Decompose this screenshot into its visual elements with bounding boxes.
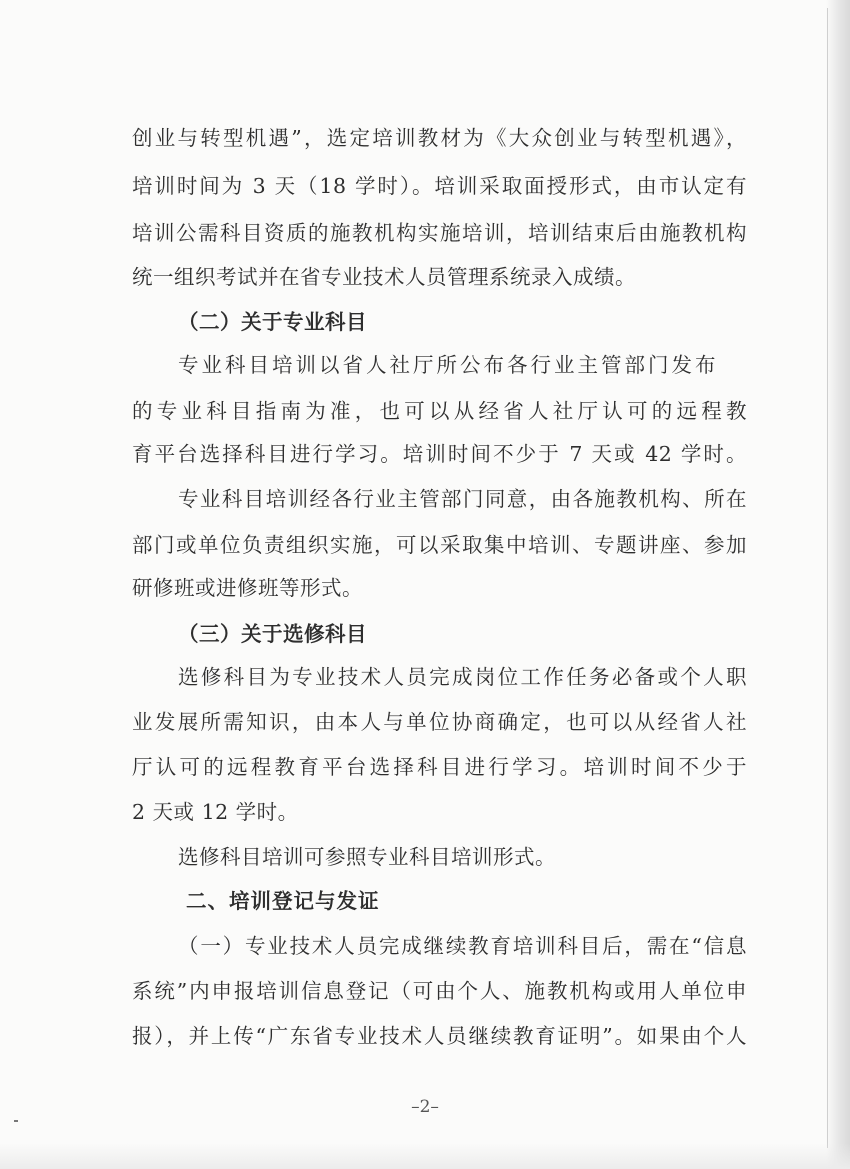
- body-line: 系统”内申报培训信息登记（可由个人、施教机构或用人单位申: [132, 979, 747, 1003]
- body-line: 2 天或 12 学时。: [132, 800, 299, 824]
- body-line: 部门或单位负责组织实施，可以采取集中培训、专题讲座、参加: [132, 533, 747, 557]
- body-line: 创业与转型机遇”，选定培训教材为《大众创业与转型机遇》，: [132, 126, 747, 150]
- body-line: 育平台选择科目进行学习。培训时间不少于 7 天或 42 学时。: [132, 442, 747, 466]
- body-line: 业发展所需知识，由本人与单位协商确定，也可以从经省人社: [132, 710, 747, 734]
- section-heading-professional: （二）关于专业科目: [178, 310, 367, 334]
- body-line: 的专业科目指南为准，也可以从经省人社厅认可的远程教: [132, 399, 747, 423]
- scan-speck: [14, 1120, 18, 1122]
- body-line: 统一组织考试并在省专业技术人员管理系统录入成绩。: [132, 265, 636, 289]
- body-line: （一）专业技术人员完成继续教育培训科目后，需在“信息: [178, 934, 747, 958]
- body-line: 培训公需科目资质的施教机构实施培训，培训结束后由施教机构: [132, 221, 747, 245]
- scan-edge-shadow: [826, 0, 850, 1169]
- body-line: 报），并上传“广东省专业技术人员继续教育证明”。如果由个人: [132, 1024, 747, 1048]
- body-line: 选修科目培训可参照专业科目培训形式。: [178, 845, 556, 869]
- body-line: 专业科目培训经各行业主管部门同意，由各施教机构、所在: [178, 487, 747, 511]
- section-heading-registration: 二、培训登记与发证: [186, 889, 380, 913]
- body-line: 研修班或进修班等形式。: [132, 576, 363, 600]
- scan-bottom-band: [0, 1143, 850, 1169]
- body-line: 厅认可的远程教育平台选择科目进行学习。培训时间不少于: [132, 755, 747, 779]
- body-line: 培训时间为 3 天（18 学时）。培训采取面授形式，由市认定有: [132, 174, 747, 198]
- body-line: 选修科目为专业技术人员完成岗位工作任务必备或个人职: [178, 665, 747, 689]
- scan-edge-line: [827, 8, 828, 1148]
- page-number: –2–: [411, 1097, 439, 1117]
- section-heading-elective: （三）关于选修科目: [178, 622, 367, 646]
- body-line: 专业科目培训以省人社厅所公布各行业主管部门发布: [178, 353, 718, 377]
